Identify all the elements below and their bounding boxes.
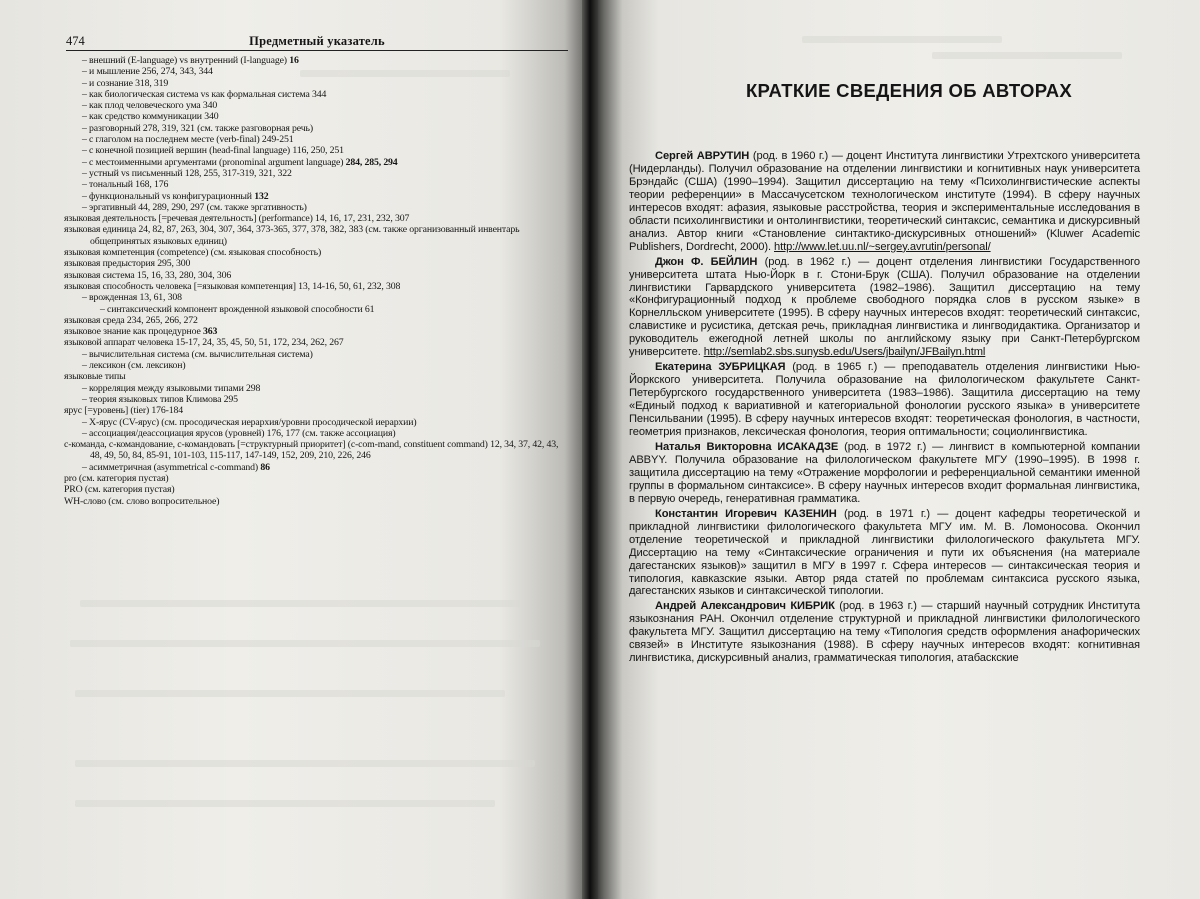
index-entry — [64, 100, 559, 111]
index-entry-text: – лексикон (см. лексикон) — [82, 360, 186, 372]
index-entry-text: – и мышление 256, 274, 343, 344 — [82, 66, 213, 78]
index-entry-text: языковой аппарат человека 15-17, 24, 35, 45, 50, 51, 172, 234, 262, 267 — [64, 337, 344, 349]
index-entry — [64, 473, 559, 484]
index-entry-pages: 86 — [260, 461, 270, 473]
index-entry — [64, 213, 559, 224]
index-entry — [64, 179, 559, 190]
index-entry-text: – функциональный vs конфигурационный — [82, 190, 255, 202]
author-bio — [629, 256, 1140, 360]
section-title: КРАТКИЕ СВЕДЕНИЯ ОБ АВТОРАХ — [745, 80, 1073, 101]
index-entry — [64, 439, 559, 462]
index-entry-text: – разговорный 278, 319, 321 (см. также разговорная речь) — [82, 122, 313, 134]
index-entry — [64, 247, 559, 258]
index-entry — [64, 304, 559, 315]
index-entry-text: – тональный 168, 176 — [82, 179, 169, 191]
index-entry — [64, 157, 559, 168]
author-bio — [629, 600, 1140, 665]
author-text: (род. в 1972 г.) — лингвист в компьютерной компании ABBYY. Получила образование на филологическом факультете МГУ (1990–1995). В 1998 г. защитила диссертацию на тему «Отражение морфологии и референциальной семантики именной группы в формальном синтаксисе». В сферу научных интересов входит формальная лингвистика, в первую очередь, генеративная грамматика. — [629, 440, 1141, 505]
author-text: (род. в 1962 г.) — доцент отделения лингвистики Государственного университета штата Нью-Йорк в г. Стони-Брук (США). Получил образование на отделении лингвистики Гарвардского университета (1982–1986). Защитил диссертацию на тему «Конфигурационный подход к проблеме свободного порядка слов в русском языке» в Корнелльском университете (1995). В сферу научных интересов входят: теоретический синтаксис, славистике и русистика, детская речь, прикладная лингвистика и лингводидактика. Организатор и руководитель ежегодной летней школы по английскому языку при Санкт-Петербургском университете. — [629, 255, 1140, 359]
index-entry-text: – и сознание 318, 319 — [82, 77, 169, 89]
index-entry — [64, 496, 559, 507]
running-head-title: Предметный указатель — [249, 34, 385, 48]
author-bio — [629, 508, 1140, 599]
index-entry — [64, 111, 559, 122]
author-bio — [629, 441, 1140, 506]
index-entry-text: – синтаксический компонент врожденной языковой способности 61 — [100, 303, 375, 315]
index-entry-text: – ассоциация/деассоциация ярусов (уровней) 176, 177 (см. также ассоциация) — [82, 427, 396, 439]
author-text: (род. в 1960 г.) — доцент Института лингвистики Утрехтского университета (Нидерланды). Получил образование на отделении лингвистики и когнитивных наук университета Брэндайс (США) (1990–1994). Защитил диссертацию на тему «Психолингвистические аспекты теории референции» в Массачусетском технологическом институте (1994). В сферу научных интересов входят: афазия, языковые расстройства, теория и экспериментальные исследования в области психолингвистики и онтолингвистики, теоретический синтаксис, семантика и дискурсивный анализ. Автор книги «Становление синтактико-дискурсивных отношений» (Kluwer Academic Publishers, Dordrecht, 2000). — [629, 150, 1141, 253]
index-entry — [64, 191, 559, 202]
author-text: (род. в 1965 г.) — преподаватель отделения лингвистики Нью-Йоркского университета. Получила образование на филологическом факультете Санкт-Петербургского государственного университета (1983–1986). Защитила диссертацию на тему «Единый подход к вариативной и категориальной фонологии русского языка» в университете Пенсильвании (1995). В сферу научных интересов входят: теоретическая фонология, в частности, геометрия признаков, лексическая фонология, теория оптимальности; социолингвистика. — [629, 361, 1140, 439]
index-entry — [64, 258, 559, 269]
index-entry — [64, 292, 559, 303]
index-entry-text: языковая единица 24, 82, 87, 263, 304, 307, 364, 373-365, 377, 378, 382, 383 (см. также организованный инвентарь общепринятых языковых единиц) — [64, 224, 520, 247]
author-homepage-link[interactable]: http://semlab2.sbs.sunysb.edu/Users/jbailyn/JFBailyn.html — [703, 346, 986, 359]
index-entry — [64, 428, 559, 439]
index-entry-text: ярус [=уровень] (tier) 176-184 — [64, 405, 183, 417]
author-bio — [629, 361, 1140, 439]
index-entry-text: – с конечной позицией вершин (head-final language) 116, 250, 251 — [82, 145, 344, 157]
index-entry — [64, 224, 559, 247]
index-entry-text: PRO (см. категория пустая) — [64, 484, 175, 496]
index-entry-text: языковая способность человека [=языковая компетенция] 13, 14-16, 50, 61, 232, 308 — [64, 280, 401, 292]
index-entry — [64, 78, 559, 89]
index-entry — [64, 360, 559, 371]
index-entry-text: языковая предыстория 295, 300 — [64, 258, 191, 270]
index-entry-text: – с местоименными аргументами (pronominal argument language) — [82, 156, 346, 168]
index-entry-pages: 284, 285, 294 — [345, 156, 398, 168]
index-entry-text: – как биологическая система vs как формальная система 344 — [82, 88, 327, 100]
index-entry — [64, 89, 559, 100]
index-entry — [64, 123, 559, 134]
index-entry-pages: 16 — [289, 55, 299, 66]
index-entry — [64, 270, 559, 281]
index-entry — [64, 405, 559, 416]
index-entry — [64, 326, 559, 337]
index-entry-text: – теория языковых типов Климова 295 — [82, 393, 238, 405]
index-entry-text: – вычислительная система (см. вычислительная система) — [82, 348, 313, 360]
author-name: Сергей АВРУТИН — [655, 150, 750, 162]
index-entry — [64, 371, 559, 382]
index-entry — [64, 337, 559, 348]
index-entry-text: языковые типы — [64, 371, 126, 383]
index-entry-pages: 132 — [254, 190, 269, 202]
index-entry — [64, 417, 559, 428]
index-entry-text: языковое знание как процедурное — [64, 326, 203, 338]
index-entry-text: – как средство коммуникации 340 — [82, 111, 219, 123]
index-entry-text: – внешний (E-language) vs внутренний (I-language) — [82, 55, 290, 66]
index-entry — [64, 383, 559, 394]
index-entry — [64, 462, 559, 473]
author-name: Екатерина ЗУБРИЦКАЯ — [655, 361, 786, 374]
author-text: (род. в 1963 г.) — старший научный сотрудник Института языкознания РАН. Окончил отделение структурной и прикладной лингвистики филологического факультета МГУ. Защитил диссертацию на тему «Типология средств оформления анафорических связей» в Институте языкознания (1988). В сферу научных интересов входят: когнитивная лингвистика, дискурсивный анализ, грамматическая типология, атабаскские — [629, 600, 1140, 665]
author-name: Андрей Александрович КИБРИК — [655, 600, 835, 613]
index-entry-text: – с глаголом на последнем месте (verb-final) 249-251 — [82, 134, 294, 146]
index-entry-pages: 363 — [202, 326, 218, 338]
index-entry-text: – устный vs письменный 128, 255, 317-319, 321, 322 — [82, 167, 292, 179]
running-head — [66, 34, 568, 51]
author-homepage-link[interactable]: http://www.let.uu.nl/~sergey.avrutin/personal/ — [774, 240, 991, 253]
page-number: 474 — [66, 34, 85, 48]
author-bio — [629, 150, 1140, 254]
index-entry — [64, 484, 559, 495]
index-entry-text: c-команда, c-командование, c-командовать [=структурный приоритет] (c-com-mand, constituent command) 12, 34, 37, 42, 43, 48, 49, 50, 84, 85-91, 101-103, 115-117, 147-149, 152, 209, 210, 226, 246 — [64, 439, 559, 462]
index-entry-text: – асимметричная (asymmetrical c-command) — [82, 461, 261, 473]
author-name: Константин Игоревич КАЗЕНИН — [655, 507, 837, 520]
index-entry — [64, 55, 559, 66]
author-text: (род. в 1971 г.) — доцент кафедры теоретической и прикладной лингвистики филологического факультета МГУ им. М. В. Ломоносова. Окончил отделение теоретической и прикладной лингвистики филологического факультета МГУ. Диссертацию на тему «Синтаксические ограничения и пути их объяснения (на материале дагестанских языков)» защитил в МГУ в 1997 г. Сфера интересов — синтаксическая теория и типология, кавказские языки. Автор ряда статей по проблемам синтаксиса русского языка, дагестанских языков и синтаксической типологии. — [629, 507, 1140, 598]
index-entry — [64, 394, 559, 405]
book-gutter — [582, 0, 598, 899]
index-entry-text: – врожденная 13, 61, 308 — [82, 292, 182, 304]
author-name: Джон Ф. БЕЙЛИН — [655, 255, 758, 268]
index-entry — [64, 202, 559, 213]
index-entry — [64, 168, 559, 179]
authors-list — [629, 150, 1140, 667]
index-entry — [64, 66, 559, 77]
index-entry-text: WH-слово (см. слово вопросительное) — [64, 495, 220, 507]
index-entry-text: языковая среда 234, 265, 266, 272 — [64, 314, 198, 326]
index-entry-text: языковая система 15, 16, 33, 280, 304, 306 — [64, 269, 232, 281]
index-entry — [64, 145, 559, 156]
index-entry-text: языковая деятельность [=речевая деятельность] (performance) 14, 16, 17, 231, 232, 307 — [64, 213, 410, 225]
index-entry-text: – корреляция между языковыми типами 298 — [82, 382, 261, 394]
index-entry-text: – как плод человеческого ума 340 — [82, 100, 218, 112]
index-entry — [64, 281, 559, 292]
author-name: Наталья Викторовна ИСАКАДЗЕ — [655, 440, 839, 453]
subject-index — [64, 55, 559, 507]
index-entry-text: языковая компетенция (competence) (см. языковая способность) — [64, 247, 322, 259]
index-entry — [64, 134, 559, 145]
index-entry — [64, 349, 559, 360]
index-entry-text: pro (см. категория пустая) — [64, 472, 169, 484]
index-entry-text: – X-ярус (CV-ярус) (см. просодическая иерархия/уровни просодической иерархии) — [82, 416, 417, 428]
index-entry-text: – эргативный 44, 289, 290, 297 (см. также эргативность) — [82, 201, 307, 213]
index-entry — [64, 315, 559, 326]
